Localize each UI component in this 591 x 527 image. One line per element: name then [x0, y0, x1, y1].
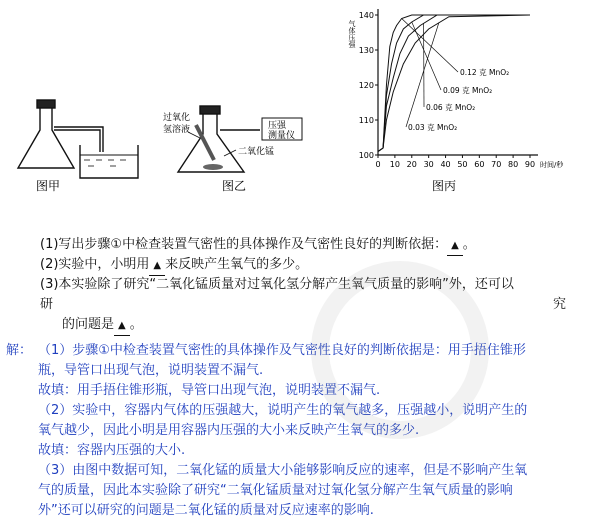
- watermark-icon: [300, 250, 500, 450]
- label-mno2: 二氧化锰: [238, 147, 275, 157]
- y-tick-label: 130: [358, 46, 374, 55]
- answer-blank-1: ▲: [447, 236, 463, 256]
- x-tick-label: 60: [474, 160, 485, 169]
- question-3-line-2b: 究: [553, 297, 567, 312]
- beaker-icon: [80, 145, 138, 178]
- series-leader: [412, 22, 441, 90]
- caption-bing: 图丙: [432, 179, 457, 193]
- question-1-end: 。: [462, 237, 476, 252]
- series-label: 0.12 克 MnO₂: [460, 68, 510, 77]
- y-axis-label: 气体压强: [348, 20, 356, 48]
- solution-2-line-2: 氧气越少，因此小明是用容器内压强的大小来反映产生氧气的多少.: [38, 423, 420, 438]
- solution-3-line-2: 气的质量，因此本实验除了研究“二氧化锰质量对过氧化氢分解产生氧气质量的影响: [38, 483, 513, 498]
- stopper-icon: [200, 106, 220, 114]
- answer-blank-2: ▲: [149, 256, 165, 276]
- stopper-icon: [37, 100, 55, 108]
- apparatus-jia: [18, 100, 138, 178]
- answer-1: 故填：用手捂住锥形瓶，导管口出现气泡，说明装置不漏气.: [38, 383, 381, 398]
- pressure-chart: [348, 9, 565, 169]
- solution-label: 解：: [6, 343, 33, 358]
- solution-1-line-2: 瓶，导管口出现气泡，说明装置不漏气.: [38, 363, 264, 378]
- x-axis-label: 时间/秒: [540, 161, 564, 169]
- label-pressure-sensor: 压强测量仪: [268, 121, 296, 141]
- y-tick-label: 120: [358, 81, 374, 90]
- question-3-line-2a: 研: [40, 297, 54, 312]
- x-tick-label: 30: [423, 160, 434, 169]
- answer-2: 故填：容器内压强的大小.: [38, 443, 186, 458]
- x-tick-label: 0: [375, 160, 381, 169]
- question-3-end: 。: [129, 317, 143, 332]
- question-3-line-1: (3)本实验除了研究“二氧化锰质量对过氧化氢分解产生氧气质量的影响”外，还可以: [40, 277, 514, 292]
- question-2: [40, 256, 308, 276]
- label-h2o2: 过氧化氢溶液: [163, 113, 191, 135]
- solution-3-line-3: 外”还可以研究的问题是二氧化锰的质量对反应速率的影响.: [38, 503, 374, 518]
- x-tick-label: 40: [440, 160, 451, 169]
- solution-2-line-1: （2）实验中，容器内气体的压强越大，说明产生的氧气越多，压强越小，说明产生的: [38, 403, 528, 418]
- x-tick-label: 50: [457, 160, 468, 169]
- question-2-post: 来反映产生氧气的多少。: [165, 257, 309, 272]
- question-1-text: (1)写出步骤①中检查装置气密性的具体操作及气密性良好的判断依据：: [40, 237, 448, 252]
- y-tick-label: 140: [358, 11, 374, 20]
- question-3-pre: 的问题是: [62, 317, 115, 332]
- x-tick-label: 70: [491, 160, 502, 169]
- question-2-pre: (2)实验中，小明用: [40, 257, 150, 272]
- question-3-line-3: [62, 316, 143, 336]
- x-tick-label: 80: [508, 160, 519, 169]
- series-label: 0.09 克 MnO₂: [443, 86, 493, 95]
- y-tick-label: 110: [358, 116, 374, 125]
- series-label: 0.06 克 MnO₂: [426, 103, 476, 112]
- x-tick-label: 20: [406, 160, 417, 169]
- figures-panel: [0, 0, 591, 230]
- solution-3-line-1: （3）由图中数据可知，二氧化锰的质量大小能够影响反应的速率，但是不影响产生氧: [38, 463, 528, 478]
- y-tick-label: 100: [358, 151, 374, 160]
- answer-blank-3: ▲: [114, 316, 130, 336]
- caption-yi: 图乙: [222, 179, 247, 193]
- flask-icon: [18, 108, 74, 168]
- solution-1-line-1: （1）步骤①中检查装置气密性的具体操作及气密性良好的判断依据是：用手捂住锥形: [38, 343, 526, 358]
- series-label: 0.03 克 MnO₂: [408, 123, 458, 132]
- caption-jia: 图甲: [36, 179, 61, 193]
- x-tick-label: 10: [389, 160, 400, 169]
- x-tick-label: 90: [524, 160, 536, 169]
